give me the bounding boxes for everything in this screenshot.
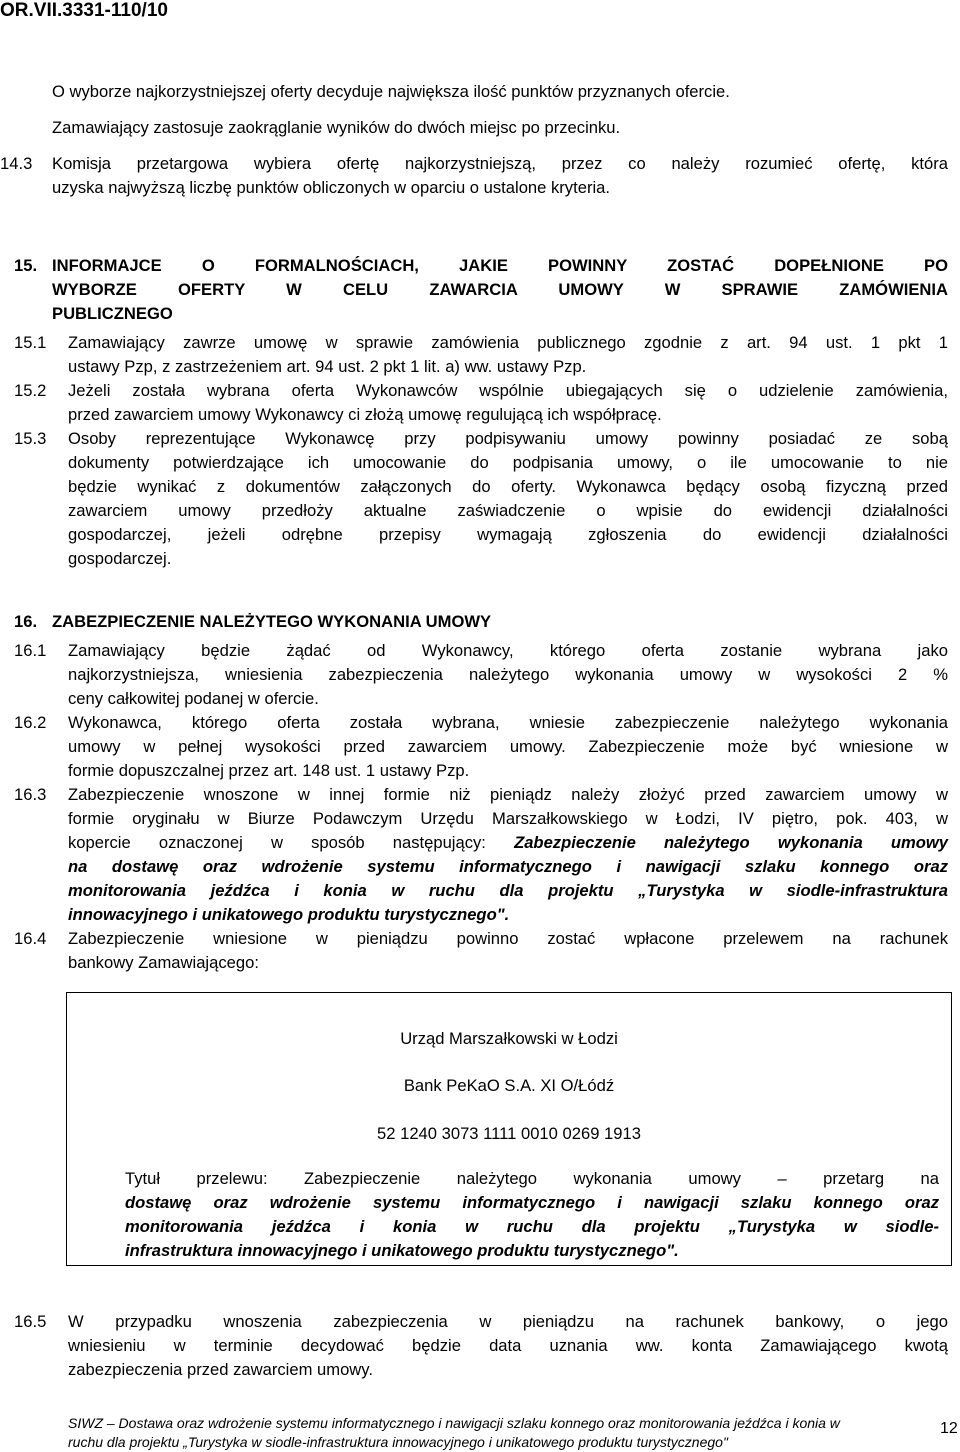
section-15-number: 15. [14, 256, 38, 275]
item-16-4-line2: bankowy Zamawiającego: [68, 953, 259, 972]
item-15-1-line1: Zamawiający zawrze umowę w sprawie zamówienia publicznego zgodnie z art. 94 ust. 1 pkt 1 [68, 333, 948, 352]
page-number: 12 [940, 1420, 958, 1437]
item-16-3-line3-emphasis: Zabezpieczenie należytego wykonania umowy [514, 833, 948, 852]
item-number-16-1: 16.1 [14, 641, 47, 660]
paragraph-14-1: O wyborze najkorzystniejszej oferty decyduje największa ilość punktów przyznanych ofercie. [52, 82, 730, 101]
item-15-3-line2: dokumenty potwierdzające ich umocowanie do podpisania umowy, o ile umocowanie to nie [68, 453, 948, 472]
item-number-16-3: 16.3 [14, 785, 47, 804]
section-16-title: ZABEZPIECZENIE NALEŻYTEGO WYKONANIA UMOWY [52, 612, 492, 631]
item-16-3-line4: na dostawę oraz wdrożenie systemu informatycznego i nawigacji szlaku konnego oraz [68, 857, 948, 876]
item-number-16-2: 16.2 [14, 713, 47, 732]
paragraph-14-3-line1: Komisja przetargowa wybiera ofertę najkorzystniejszą, przez co należy rozumieć ofertę, która [52, 154, 948, 173]
item-16-2-line1: Wykonawca, którego oferta została wybrana, wniesie zabezpieczenie należytego wykonania [68, 713, 948, 732]
section-15-title-line1: INFORMAJCE O FORMALNOŚCIACH, JAKIE POWINNY ZOSTAĆ DOPEŁNIONE PO [52, 256, 948, 275]
item-number-15-3: 15.3 [14, 429, 47, 448]
transfer-title-line3: monitorowania jeźdźca i konia w ruchu dla projektu „Turystyka w siodle- [125, 1217, 939, 1236]
footer-line1: SIWZ – Dostawa oraz wdrożenie systemu informatycznego i nawigacji szlaku konnego oraz monitorowania jeźdźca i konia w [68, 1415, 840, 1431]
item-15-3-line5: gospodarczej, jeżeli odrębne przepisy wymagają zgłoszenia do ewidencji działalności [68, 525, 948, 544]
item-15-2-line1: Jeżeli została wybrana oferta Wykonawców wspólnie ubiegających się o udzielenie zamówienia, [68, 381, 948, 400]
item-15-3-line6: gospodarczej. [68, 549, 172, 568]
item-16-4-line1: Zabezpieczenie wniesione w pieniądzu powinno zostać wpłacone przelewem na rachunek [68, 929, 948, 948]
item-number-15-2: 15.2 [14, 381, 47, 400]
bank-recipient: Urząd Marszałkowski w Łodzi [400, 1029, 618, 1048]
item-16-3-line6: innowacyjnego i unikatowego produktu turystycznego". [68, 905, 510, 924]
section-16-number: 16. [14, 612, 38, 631]
item-16-3-line5: monitorowania jeźdźca i konia w ruchu dla projektu „Turystyka w siodle-infrastruktura [68, 881, 948, 900]
item-15-1-line2: ustawy Pzp, z zastrzeżeniem art. 94 ust. 2 pkt 1 lit. a) ww. ustawy Pzp. [68, 357, 587, 376]
bank-details-box [66, 992, 952, 1266]
item-16-1-line1: Zamawiający będzie żądać od Wykonawcy, którego oferta zostanie wybrana jako [68, 641, 948, 660]
item-15-3-line3: będzie wynikać z dokumentów załączonych do oferty. Wykonawca będący osobą fizyczną przed [68, 477, 948, 496]
transfer-title-line2: dostawę oraz wdrożenie systemu informatycznego i nawigacji szlaku konnego oraz [125, 1193, 939, 1212]
item-16-1-line2: najkorzystniejsza, wniesienia zabezpieczenia należytego wykonania umowy w wysokości 2 % [68, 665, 948, 684]
item-16-2-line2: umowy w pełnej wysokości przed zawarciem umowy. Zabezpieczenie może być wniesione w [68, 737, 948, 756]
item-number-14-3: 14.3 [0, 154, 33, 173]
item-16-3-line1: Zabezpieczenie wnoszone w innej formie niż pieniądz należy złożyć przed zawarciem umowy w [68, 785, 948, 804]
bank-name: Bank PeKaO S.A. XI O/Łódź [403, 1076, 615, 1095]
page-footer [68, 1414, 932, 1452]
item-16-5-line3: zabezpieczenia przed zawarciem umowy. [68, 1360, 373, 1379]
paragraph-14-3-line2: uzyska najwyższą liczbę punktów obliczonych w oparciu o ustalone kryteria. [52, 178, 610, 197]
item-16-2-line3: formie dopuszczalnej przez art. 148 ust. 1 ustawy Pzp. [68, 761, 470, 780]
item-16-5-line1: W przypadku wnoszenia zabezpieczenia w pieniądzu na rachunek bankowy, o jego [68, 1312, 948, 1331]
item-16-1-line3: ceny całkowitej podanej w ofercie. [68, 689, 319, 708]
item-16-3-line3-plain: kopercie oznaczonej w sposób następujący: [68, 833, 515, 852]
footer-line2: ruchu dla projektu „Turystyka w siodle-infrastruktura innowacyjnego i unikatowego produktu turystycznego" [68, 1434, 728, 1450]
section-15-title-line2: WYBORZE OFERTY W CELU ZAWARCIA UMOWY W SPRAWIE ZAMÓWIENIA [52, 280, 948, 299]
item-number-16-5: 16.5 [14, 1312, 47, 1331]
bank-account-number: 52 1240 3073 1111 0010 0269 1913 [377, 1124, 641, 1143]
item-16-3-line3 [68, 831, 948, 855]
transfer-title-line1: Tytuł przelewu: Zabezpieczenie należytego wykonania umowy – przetarg na [125, 1169, 939, 1188]
item-15-2-line2: przed zawarciem umowy Wykonawcy ci złożą umowę regulującą ich współpracę. [68, 405, 662, 424]
item-16-3-line2: formie oryginału w Biurze Podawczym Urzędu Marszałkowskiego w Łodzi, IV piętro, pok. 403, w [68, 809, 948, 828]
document-code: OR.VII.3331-110/10 [0, 0, 168, 21]
item-16-5-line2: wniesieniu w terminie decydować będzie data uznania ww. konta Zamawiającego kwotą [68, 1336, 948, 1355]
item-number-16-4: 16.4 [14, 929, 47, 948]
section-15-title-line3: PUBLICZNEGO [52, 304, 173, 323]
item-number-15-1: 15.1 [14, 333, 47, 352]
paragraph-14-2: Zamawiający zastosuje zaokrąglanie wyników do dwóch miejsc po przecinku. [52, 118, 621, 137]
transfer-title-line4: infrastruktura innowacyjnego i unikatowego produktu turystycznego". [125, 1241, 679, 1260]
item-15-3-line1: Osoby reprezentujące Wykonawcę przy podpisywaniu umowy powinny posiadać ze sobą [68, 429, 948, 448]
item-15-3-line4: zawarciem umowy przedłoży aktualne zaświadczenie o wpisie do ewidencji działalności [68, 501, 948, 520]
